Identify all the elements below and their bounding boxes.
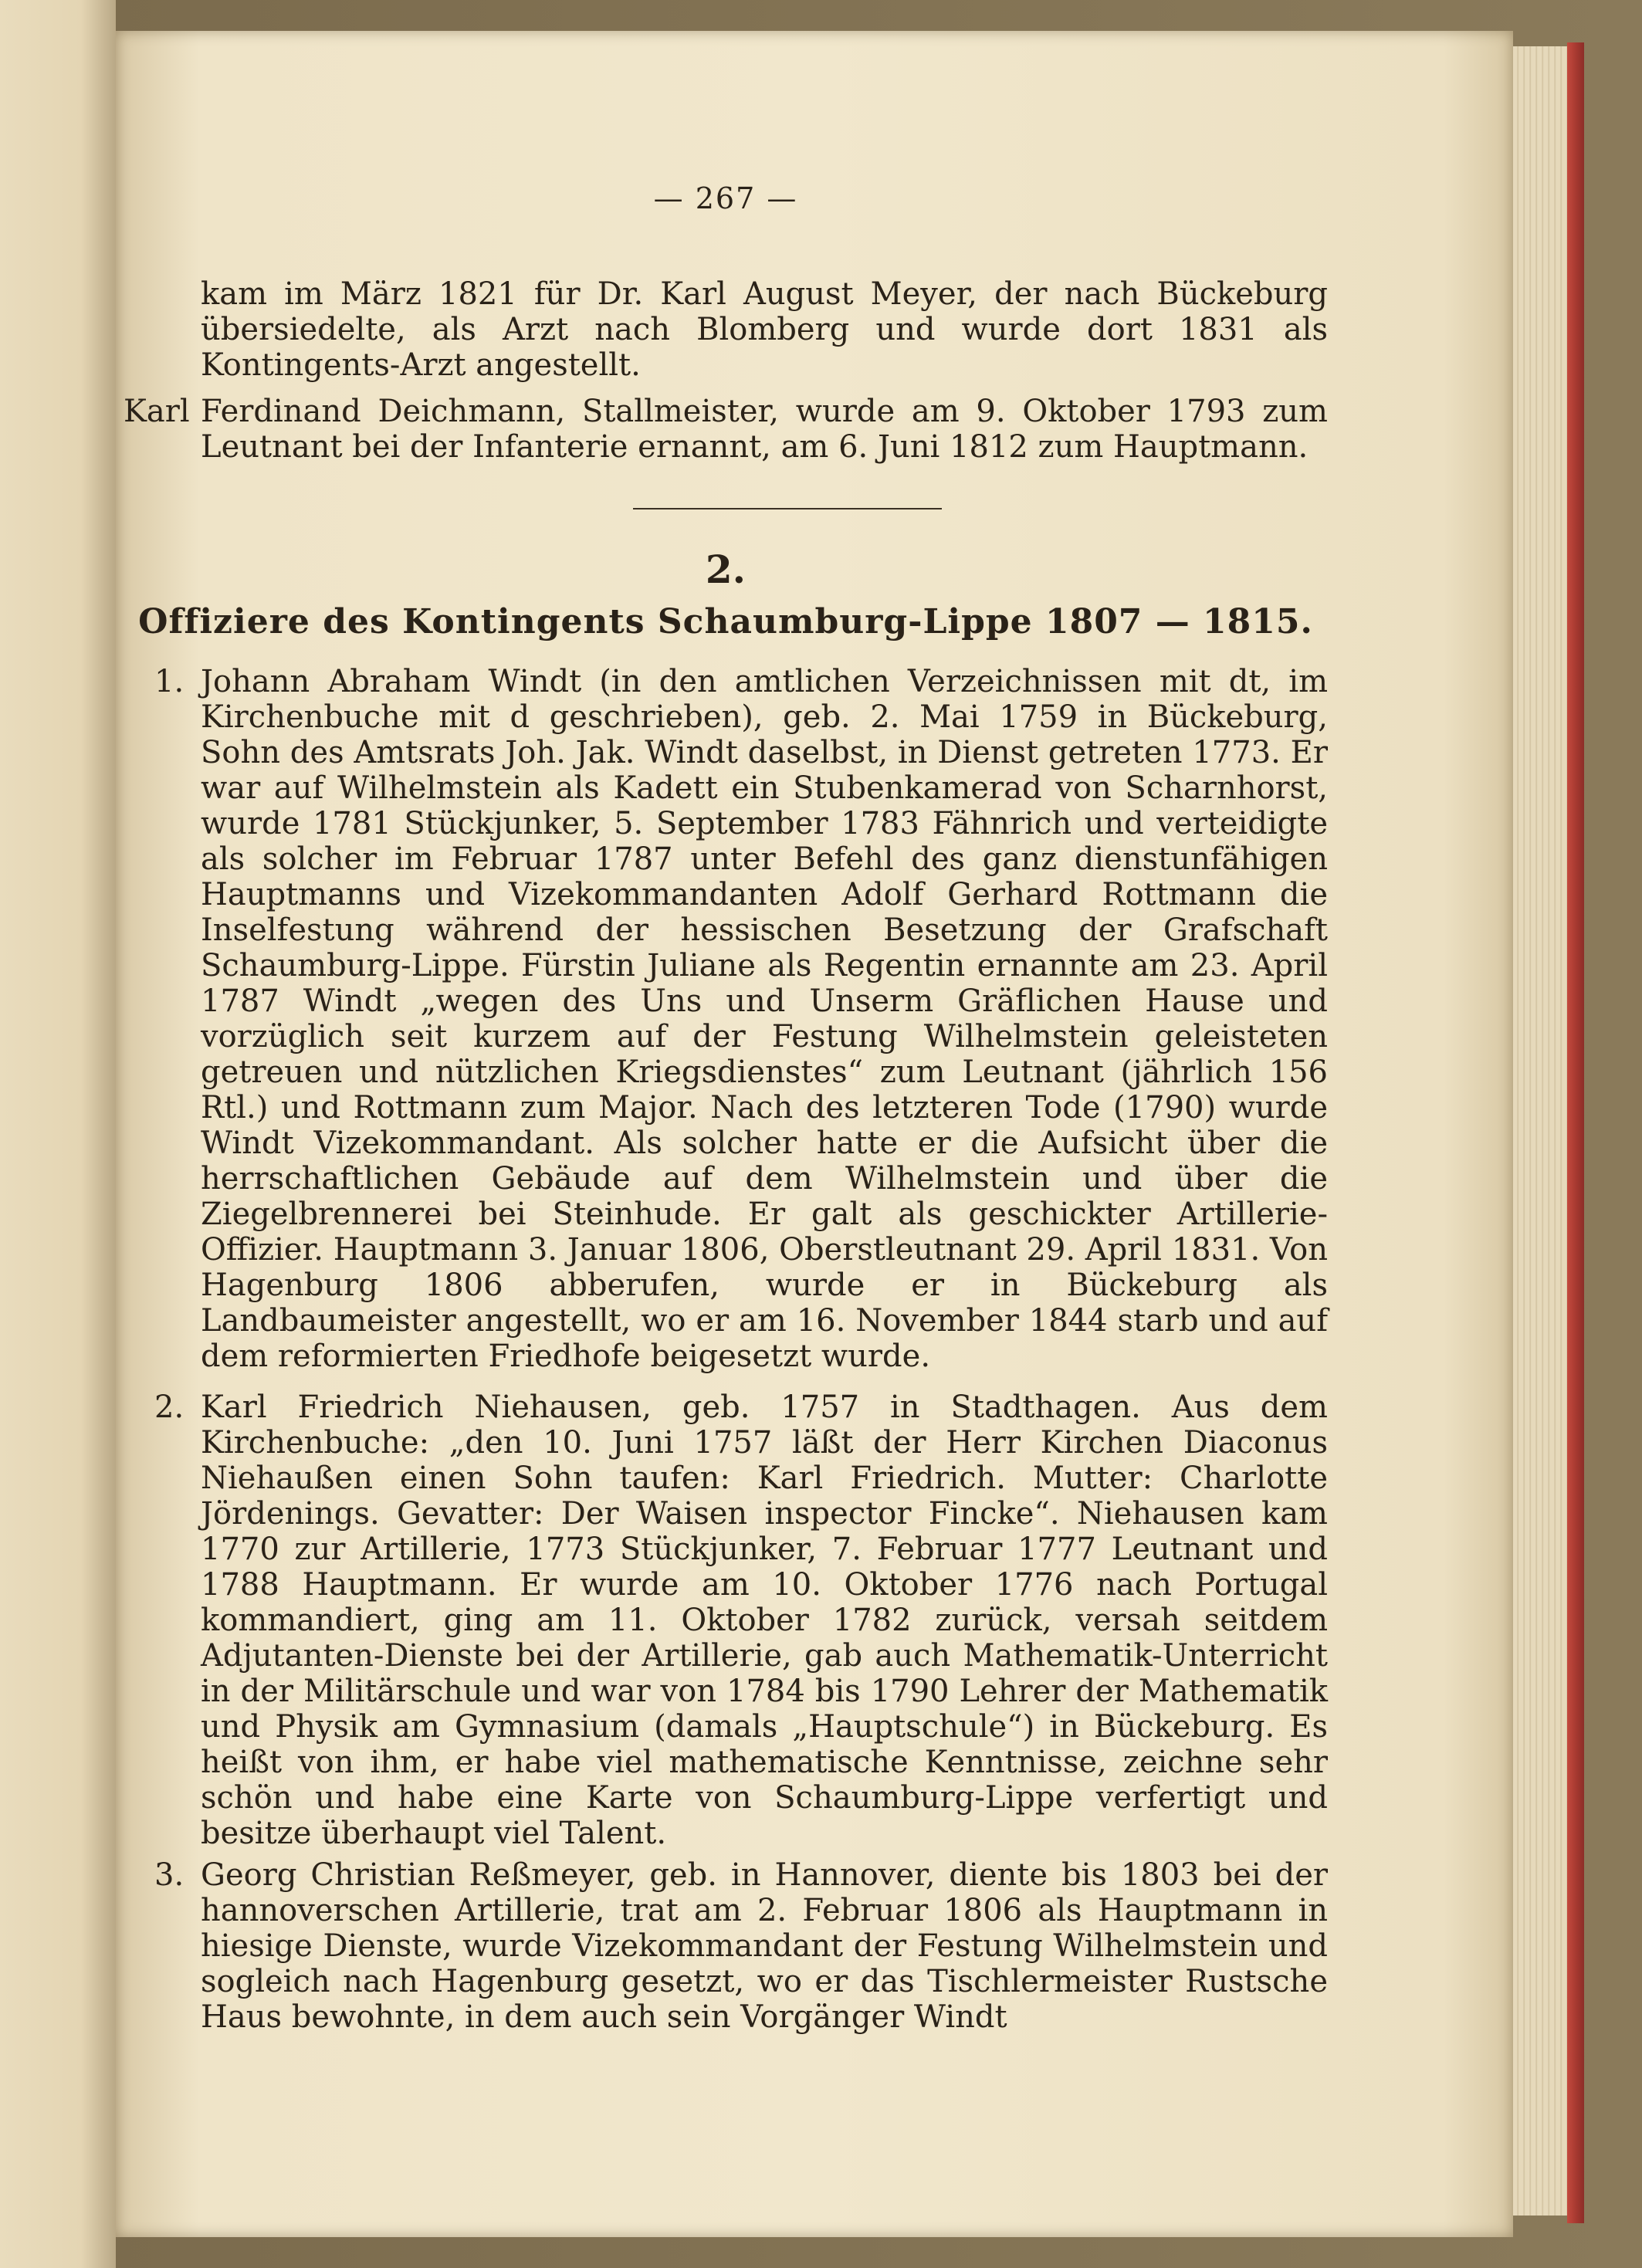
intro-lead-word: Karl: [124, 394, 190, 429]
entry-number: 2.: [154, 1390, 185, 1425]
section-title: Offiziere des Kontingents Schaumburg-Lippe 1807 — 1815.: [138, 602, 1313, 641]
entry-1: [124, 664, 1328, 1374]
left-page-edge: [0, 0, 116, 2268]
entry-text: Johann Abraham Windt (in den amtlichen Verzeichnissen mit dt, im Kirchenbuche mit d geschrieben), geb. 2. Mai 1759 in Bückeburg, Sohn des Amtsrats Joh. Jak. Windt daselbst, in Dienst getreten 1773. Er war auf Wilhelmstein als Kadett ein Stubenkamerad von Scharnhorst, wurde 1781 Stückjunker, 5. September 1783 Fähnrich und verteidigte als solcher im Februar 1787 unter Befehl des ganz dienstunfähigen Hauptmanns und Vizekommandanten Adolf Gerhard Rottmann die Inselfestung während der hessischen Besetzung der Grafschaft Schaumburg-Lippe. Fürstin Juliane als Regentin ernannte am 23. April 1787 Windt „wegen des Uns und Unserm Gräflichen Hause und vorzüglich seit kurzem auf der Festung Wilhelmstein geleisteten getreuen und nützlichen Kriegsdienstes“ zum Leutnant (jährlich 156 Rtl.) und Rottmann zum Major. Nach des letzteren Tode (1790) wurde Windt Vizekommandant. Als solcher hatte er die Aufsicht über die herrschaftlichen Gebäude auf dem Wilhelmstein und über die Ziegelbrennerei bei Steinhude. Er galt als geschickter Artillerie-Offizier. Hauptmann 3. Januar 1806, Oberstleutnant 29. April 1831. Von Hagenburg 1806 abberufen, wurde er in Bückeburg als Landbaumeister angestellt, wo er am 16. November 1844 starb und auf dem reformierten Friedhofe beigesetzt wurde.: [201, 664, 1328, 1374]
page-number: — 267 —: [653, 181, 798, 215]
book-cover-edge: [1567, 42, 1584, 2223]
intro-paragraph-1: [124, 276, 1328, 383]
entry-text: Karl Friedrich Niehausen, geb. 1757 in Stadthagen. Aus dem Kirchenbuche: „den 10. Juni 1757 läßt der Herr Kirchen Diaconus Niehaußen einen Sohn taufen: Karl Friedrich. Mutter: Charlotte Jördenings. Gevatter: Der Waisen inspector Fincke“. Niehausen kam 1770 zur Artillerie, 1773 Stückjunker, 7. Februar 1777 Leutnant und 1788 Hauptmann. Er wurde am 10. Oktober 1776 nach Portugal kommandiert, ging am 11. Oktober 1782 zurück, versah seitdem Adjutanten-Dienste bei der Artillerie, gab auch Mathematik-Unterricht in der Militärschule und war von 1784 bis 1790 Lehrer der Mathematik und Physik am Gymnasium (damals „Hauptschule“) in Bückeburg. Es heißt von ihm, er habe viel mathematische Kenntnisse, zeichne sehr schön und habe eine Karte von Schaumburg-Lippe verfertigt und besitze überhaupt viel Talent.: [201, 1390, 1328, 1851]
intro-text-1: kam im März 1821 für Dr. Karl August Meyer, der nach Bückeburg übersiedelte, als Arzt nach Blomberg und wurde dort 1831 als Kontingents-Arzt angestellt.: [201, 276, 1328, 383]
section-number: 2.: [705, 547, 747, 592]
entry-2: [124, 1390, 1328, 1851]
intro-paragraph-2: [124, 394, 1328, 465]
page-block-edges: [1513, 46, 1567, 2216]
entry-number: 1.: [154, 664, 185, 699]
entry-number: 3.: [154, 1857, 185, 1893]
entry-text: Georg Christian Reßmeyer, geb. in Hannover, diente bis 1803 bei der hannoverschen Artillerie, trat am 2. Februar 1806 als Hauptmann in hiesige Dienste, wurde Vizekommandant der Festung Wilhelmstein und sogleich nach Hagenburg gesetzt, wo er das Tischlermeister Rustsche Haus bewohnte, in dem auch sein Vorgänger Windt: [201, 1857, 1328, 2035]
intro-text-2: Ferdinand Deichmann, Stallmeister, wurde am 9. Oktober 1793 zum Leutnant bei der Infanterie ernannt, am 6. Juni 1812 zum Hauptmann.: [201, 394, 1328, 465]
section-divider: [633, 508, 942, 509]
entry-3: [124, 1857, 1328, 2035]
